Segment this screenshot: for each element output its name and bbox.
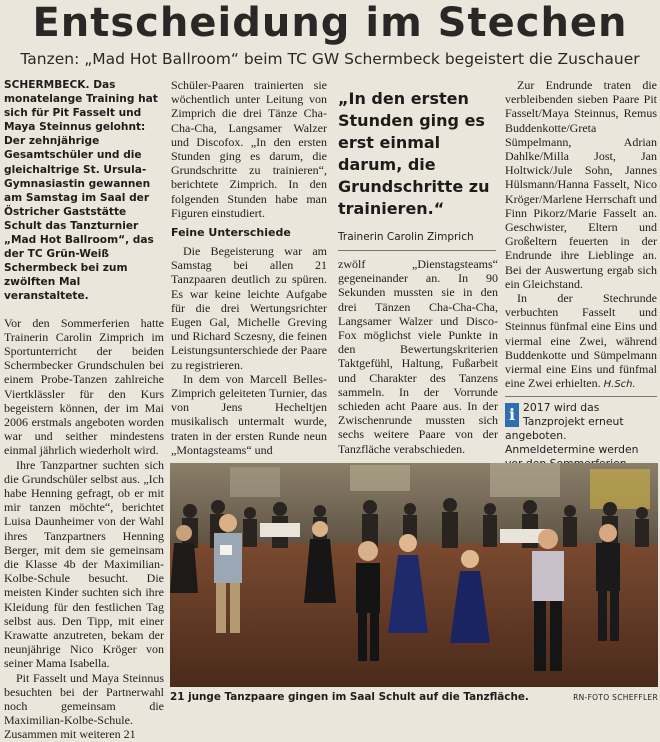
body-paragraph: In dem von Marcell Belles-Zimprich geleiteten Turnier, das von Jens Hecheltjen musikalisch untermalt wurde, traten in der ersten Runde neun „Montagsteams“ und (171, 371, 327, 457)
body-paragraph: Ihre Tanzpartner suchten sich die Grundschüler selbst aus. „Ich habe Henning gefragt, ob er mit mir tanzen möchte“, berichtet Luisa Daunheimer von der Wahl ihres Tanzpartners Henning Berger, mit dem sie gemeinsam die Klasse 4b der Maximilian-Kolbe-Schule besucht. Die meisten Kinder suchten sich ihre Kleidung für den festlichen Tag selbst aus. Den Tipp, mit einer Krawatte anzutreten, bekam der neunjährige Nico Kröger von seiner Mama Isabella. (4, 457, 164, 671)
body-paragraph: zwölf „Dienstagsteams“ gegeneinander an. In 90 Sekunden mussten sie in den drei Tänzen Cha-Cha-Cha, Langsamer Walzer und Disco-Fox möglichst viele Punkte in den Bewertungskriterien Taktgefühl, Haltung, Fußarbeit und Charakter des Tanzens sammeln. In der Vorrunde schieden acht Paare aus. In der Zwischenrunde mussten sich sechs weitere Paare von der Tanzfläche verabschieden. (338, 257, 498, 456)
body-paragraph: Die Begeisterung war am Samstag bei allen 21 Tanzpaaren deutlich zu spüren. Es war keine leichte Aufgabe für die drei Wertungsrichter Eugen Gal, Michelle Greving und Richard Sczesny, die feinen Leistungsunterschiede der Paare zu registrieren. (171, 244, 327, 372)
column-1 (4, 78, 164, 742)
pull-quote: „In den ersten Stunden ging es erst einmal darum, die Grundschritte zu trainieren.“ (338, 89, 490, 218)
section-subheading: Feine Unterschiede (171, 226, 291, 240)
photo-illustration (170, 463, 658, 687)
lead-text: Das monatelange Training hat sich für Pit Fasselt und Maya Steinnus gelohnt: Der zehnjährige Gesamtschüler und die gleichaltrige St. Ursula-Gymnasiastin gewannen am Samstag im Saal der Östricher Gaststätte Schult das Tanzturnier „Mad Hot Ballroom“, das der TC Grün-Weiß Schermbeck bei zum zwölften Mal veranstaltete. (4, 79, 158, 303)
body-paragraph: Vor den Sommerferien hatte Trainerin Carolin Zimprich im Sportunterricht der beiden Schermbecker Grundschulen bei einem Probe-Tanzen zahlreiche Viertklässler für den Kurs begeistern können, der im Mai 2006 erstmals angeboten worden war und seither mindestens einmal jährlich wiederholt wird. (4, 315, 164, 458)
headline: Entscheidung im Stechen (32, 0, 628, 46)
quote-attribution: Trainerin Carolin Zimprich (338, 231, 474, 243)
divider (338, 250, 496, 251)
photo-dancing-couples (170, 463, 658, 687)
dateline: SCHERMBECK. (4, 79, 90, 91)
column-3 (338, 257, 498, 456)
body-paragraph: Schüler-Paaren trainierten sie wöchentlich unter Leitung von Zimprich die drei Tänze Cha-Cha-Cha, Langsamer Walzer und Discofox. „In den ersten Stunden ging es darum, die Grundschritte zu trainieren“, berichtete Zimprich. In den folgenden Stunden habe man Figuren einstudiert. (171, 78, 327, 220)
author-initials: H.Sch. (603, 379, 636, 391)
subheadline: Tanzen: „Mad Hot Ballroom“ beim TC GW Schermbeck begeistert die Zuschauer (20, 50, 640, 68)
body-text: In der Stechrunde verbuchten Fasselt und Steinnus fünfmal eine Eins und viermal eine Zwei, während Buddenkotte und Sümpelmann viermal eine Eins und fünfmal eine Zwei erhielten. (505, 291, 657, 391)
column-4 (505, 78, 657, 392)
body-paragraph: Zur Endrunde traten die verbleibenden sieben Paare Pit Fasselt/Maya Steinnus, Remus Buddenkotte/Greta Sümpelmann, Adrian Dahlke/Milla Jost, Jan Holtwick/Jule Sohn, Jannes Hülsmann/Hanna Fasselt, Nico Kröger/Marlene Herrschaft und Finn Pikorz/Marie Fasselt an. Geschwister, Eltern und Großeltern feuerten in der Endrunde ihre Lieblinge an. Bei der Auswertung ergab sich ein Gleichstand. (505, 78, 657, 291)
body-paragraph: Pit Fasselt und Maya Steinnus besuchten bei der Partnerwahl noch gemeinsam die Maximilian-Kolbe-Schule. Zusammen mit weiteren 21 (4, 670, 164, 742)
photo-caption: 21 junge Tanzpaare gingen im Saal Schult auf die Tanzfläche. (170, 691, 529, 703)
body-paragraph (505, 291, 657, 392)
photo-credit: RN-FOTO SCHEFFLER (573, 693, 658, 702)
lead-paragraph (4, 78, 164, 304)
column-2 (171, 78, 327, 457)
info-text: 2017 wird das Tanzprojekt erneut angeboten. Anmeldetermine werden (505, 401, 639, 456)
info-icon: i (505, 403, 519, 427)
